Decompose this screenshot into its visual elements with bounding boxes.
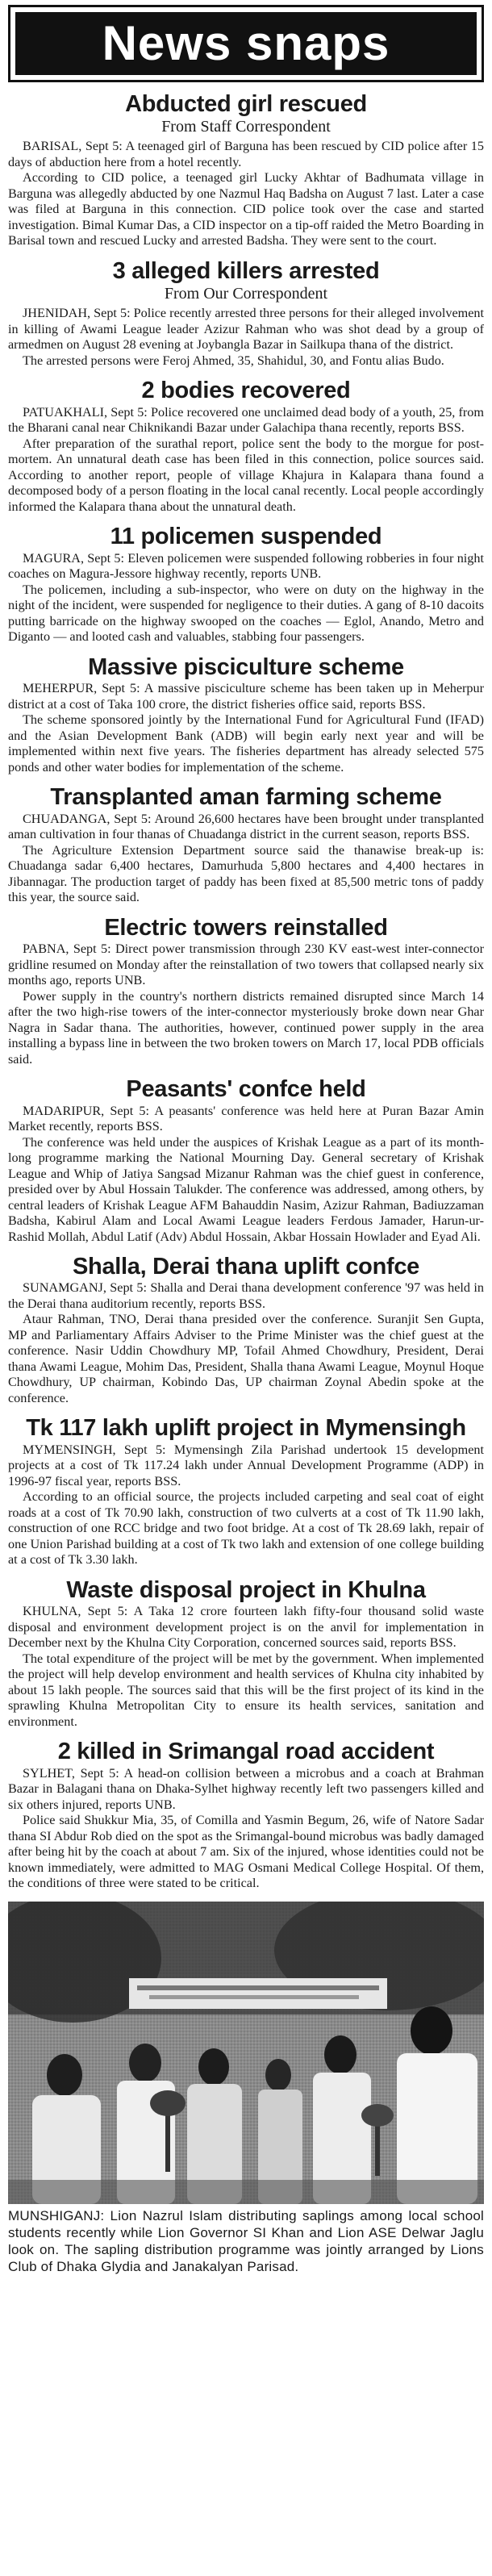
- story-paragraph: PABNA, Sept 5: Direct power transmission through 230 KV east-west inter-connector gridline resumed on Monday after the reinstallation of two towers that collapsed nearly six months ago, reports UNB.: [8, 941, 484, 988]
- news-story: [8, 655, 484, 775]
- story-headline: 2 killed in Srimangal road accident: [57, 1739, 435, 1765]
- story-paragraph: After preparation of the surathal report, police sent the body to the morgue for post-mortem. An unnatural death case has been filed in this connection, police sources said. According to another report, people of village Khajura in Kalapara thana found a decomposed body of a person floating in the local canal recently. Local people accordingly informed the Kalapara thana about the unnatural death.: [8, 436, 484, 514]
- story-paragraph: SYLHET, Sept 5: A head-on collision between a microbus and a coach at Brahman Bazar in Balagani thana on Dhaka-Sylhet highway recently left two passengers killed and six others injured, reports UNB.: [8, 1765, 484, 1812]
- news-story: [8, 1416, 484, 1568]
- news-story: [8, 92, 484, 249]
- story-headline: Transplanted aman farming scheme: [50, 784, 442, 811]
- photo-caption: MUNSHIGANJ: Lion Nazrul Islam distributing saplings among local school students recently while Lion Governor SI Khan and Lion ASE Delwar Jaglu look on. The sapling distribution programme was jointly arranged by Lions Club of Dhaka Glydia and Janakalyan Parisad.: [8, 2207, 484, 2274]
- news-story: [8, 785, 484, 905]
- story-headline: Tk 117 lakh uplift project in Mymensingh: [26, 1415, 466, 1442]
- news-story: [8, 524, 484, 645]
- story-byline: From Staff Correspondent: [161, 118, 331, 136]
- story-headline: Electric towers reinstalled: [104, 914, 388, 941]
- story-paragraph: KHULNA, Sept 5: A Taka 12 crore fourteen lakh fifty-four thousand solid waste disposal and environment development project is on the anvil for implementation in December next by the Khulna City Corporation, concerned sources said, reports BSS.: [8, 1604, 484, 1651]
- story-paragraph: According to CID police, a teenaged girl Lucky Akhtar of Badhumata village in Barguna was allegedly abducted by one Nazmul Haq Badsha on August 7 last. Later a case was filed at Barguna in this connection. CID police took over the case and started investigation. Bimal Kumar Das, a CID inspector on a tip-off raided the Metro Boarding in Barisal town and rescued Lucky and arrested Badsha. They were sent to the court.: [8, 170, 484, 248]
- story-headline: Abducted girl rescued: [125, 91, 367, 117]
- section-banner: [8, 5, 484, 82]
- story-paragraph: MAGURA, Sept 5: Eleven policemen were suspended following robberies in four night coaches on Magura-Jessore highway recently, reports UNB.: [8, 550, 484, 582]
- story-paragraph: The Agriculture Extension Department source said the thanawise break-up is: Chuadanga sadar 6,400 hectares, Damurhuda 5,800 hectares and 4,400 hectares in Jibannagar. The production target of paddy has been fixed at 85,500 metric tons of paddy this year, the source said.: [8, 842, 484, 905]
- news-story: [8, 1739, 484, 1891]
- story-headline: 3 alleged killers arrested: [112, 257, 380, 284]
- story-headline: Massive pisciculture scheme: [88, 653, 404, 680]
- story-paragraph: According to an official source, the projects included carpeting and seal coat of eight roads at a cost of Tk 70.90 lakh, construction of two culverts at a cost of Tk 11.90 lakh, construction of one RCC bridge and two foot bridge. At a cost of Tk 28.69 lakh, repair of one Union Parishad building at a cost of Tk two lakh and extension of one college building at a cost of Tk 3.30 lakh.: [8, 1489, 484, 1568]
- story-headline: Waste disposal project in Khulna: [66, 1576, 426, 1603]
- story-headline: 11 policemen suspended: [110, 524, 382, 550]
- banner-background: [15, 12, 477, 75]
- news-story: [8, 1578, 484, 1730]
- story-paragraph: SUNAMGANJ, Sept 5: Shalla and Derai thana development conference '97 was held in the Derai thana auditorium recently, reports BSS.: [8, 1280, 484, 1311]
- story-paragraph: Power supply in the country's northern districts remained disrupted since March 14 after the two high-rise towers of the inter-connector mysteriously broke down near Ghar Nagra in Sadar thana. The authorities, however, continued power supply in the area installing a bypass line in between the two broken towers on March 17, local PDB officials said.: [8, 988, 484, 1067]
- news-story: [8, 259, 484, 369]
- news-story: [8, 1255, 484, 1406]
- story-headline: 2 bodies recovered: [141, 378, 351, 404]
- story-paragraph: JHENIDAH, Sept 5: Police recently arrested three persons for their alleged involvement in killing of Awami League leader Azizur Rahman who was shot dead by a group of armedmen on August 28 evening at Joybangla Bazar in Sailkupa thana of the district.: [8, 306, 484, 353]
- story-headline: Peasants' confce held: [126, 1076, 366, 1103]
- news-photo: [8, 1902, 484, 2204]
- news-story: [8, 916, 484, 1067]
- news-story: [8, 1077, 484, 1245]
- story-paragraph: The total expenditure of the project will be met by the government. When implemented the project will help develop environment and health services of Khulna city inhabited by about 15 lakh people. The sources said that this will be the first project of its kind in the sprawling Khulna Metropolitan City to ensure its health services, sanitation and environment.: [8, 1651, 484, 1729]
- story-byline: From Our Correspondent: [164, 285, 328, 303]
- story-paragraph: The scheme sponsored jointly by the International Fund for Agricultural Fund (IFAD) and the Asian Development Bank (ADB) will begin early next year and will be implemented within next five years. The fisheries department has already selected 575 ponds and other water bodies for implementation of the scheme.: [8, 712, 484, 774]
- story-paragraph: MEHERPUR, Sept 5: A massive pisciculture scheme has been taken up in Meherpur district at a cost of Taka 100 crore, the district fisheries office said, reports BSS.: [8, 681, 484, 712]
- story-paragraph: MYMENSINGH, Sept 5: Mymensingh Zila Parishad undertook 15 development projects at a cost of Tk 117.24 lakh under Annual Development Programme (ADP) in 1996-97 fiscal year, reports BSS.: [8, 1442, 484, 1488]
- section-title: News snaps: [102, 16, 390, 70]
- story-paragraph: MADARIPUR, Sept 5: A peasants' conference was held here at Puran Bazar Amin Market recently, reports BSS.: [8, 1103, 484, 1134]
- story-paragraph: BARISAL, Sept 5: A teenaged girl of Barguna has been rescued by CID police after 15 days of abduction here from a hotel recently.: [8, 139, 484, 169]
- story-paragraph: The conference was held under the auspices of Krishak League as a part of its month-long programme marking the National Mourning Day. General secretary of Krishak League and Whip of Jatiya Sangsad Mizanur Rahman was the chief guest in conference, presided over by Abul Hossain Talukder. The conference was addressed, among others, by central leaders of Krishak League AFM Bahauddin Nasim, Azizur Rahman, Badiuzzaman Badsha, Kabirul Alam and Local Awami League leaders Ferdous Jamader, Harun-ur-Rashid Mollah, Abdul Latif (Adv) Abdul Hossain, Akbar Hossain Howlader and Eyad Ali.: [8, 1134, 484, 1244]
- story-paragraph: CHUADANGA, Sept 5: Around 26,600 hectares have been brought under transplanted aman cultivation in four thanas of Chuadanga district in the current season, reports BSS.: [8, 811, 484, 842]
- story-headline: Shalla, Derai thana uplift confce: [72, 1254, 420, 1280]
- story-paragraph: PATUAKHALI, Sept 5: Police recovered one unclaimed dead body of a youth, 25, from the Bharani canal near Chiknikandi Bazar under Galachipa thana recently, reports BSS.: [8, 404, 484, 436]
- story-paragraph: The arrested persons were Feroj Ahmed, 35, Shahidul, 30, and Fontu alias Budo.: [23, 353, 444, 368]
- news-story: [8, 378, 484, 515]
- story-paragraph: Police said Shukkur Mia, 35, of Comilla and Yasmin Begum, 26, wife of Natore Sadar thana SI Abdur Rob died on the spot as the Srimangal-bound microbus was badly damaged after being hit by the coach at about 7 am. Six of the injured, whose identities could not be known immediately, were admitted to MAG Osmani Medical College Hospital. Of them, the conditions of three were stated to be critical.: [8, 1813, 484, 1891]
- story-paragraph: Ataur Rahman, TNO, Derai thana presided over the conference. Suranjit Sen Gupta, MP and Parliamentary Affairs Adviser to the Prime Minister was the chief guest at the conference. Nasir Uddin Chowdhury MP, Tofail Ahmed Chowdhury, President, Derai thana Awami League, Mohim Das, President, Shalla thana Awami League, Moynul Hoque Chowdhury, UP chairman, Kobindo Das, UP chairman Zoynal Abedin spoke at the conference.: [8, 1312, 484, 1405]
- story-paragraph: The policemen, including a sub-inspector, who were on duty on the highway in the night of the incident, were suspended for negligence to their duties. A gang of 8-10 dacoits putting barricade on the highway swooped on the coaches — Eglol, Anando, Metro and Diganto — and looted cash and valuables, stabbing four passengers.: [8, 582, 484, 645]
